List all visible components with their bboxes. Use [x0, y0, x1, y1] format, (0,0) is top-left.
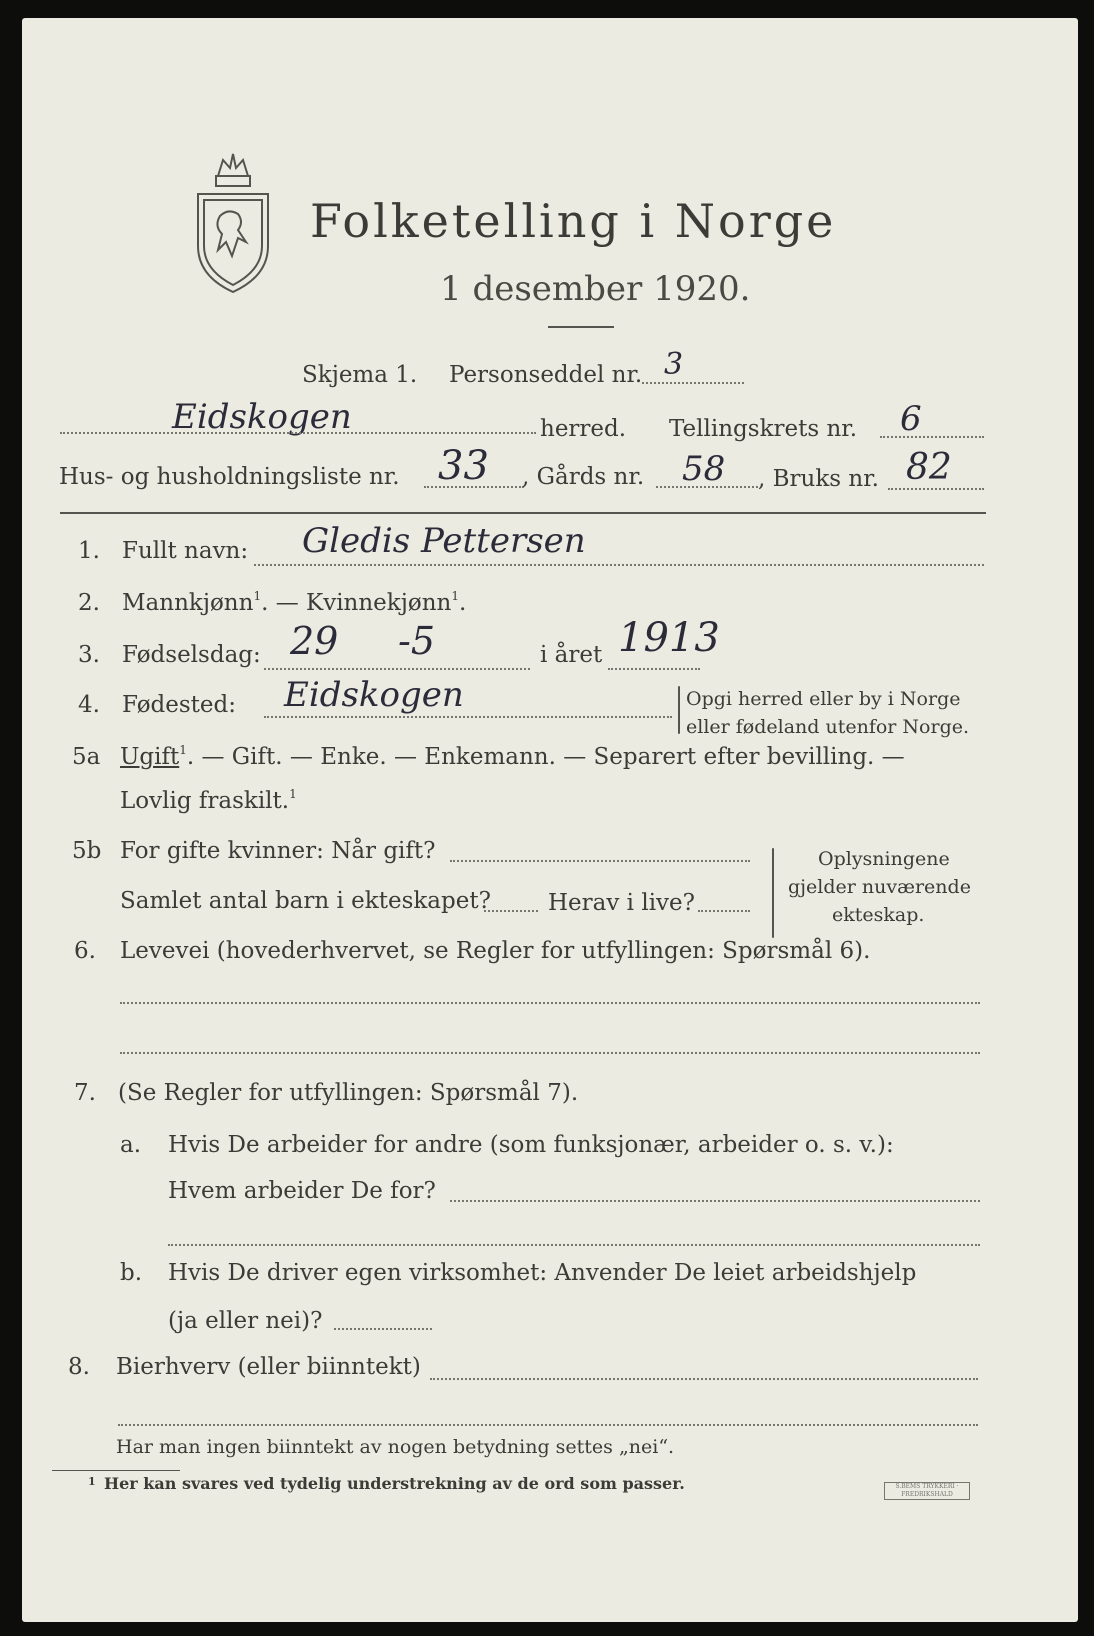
- q5a-options: Ugift$^1$. — Gift. — Enke. — Enkemann. — Separert efter bevilling. —: [120, 743, 905, 770]
- q6-number: 6.: [74, 938, 96, 964]
- tellingskrets-value: 6: [900, 399, 922, 439]
- q7a-line1: Hvis De arbeider for andre (som funksjonær, arbeider o. s. v.):: [168, 1132, 894, 1158]
- q6-label: Levevei (hovederhvervet, se Regler for utfyllingen: Spørsmål 6).: [120, 938, 871, 964]
- q5a-ugift: Ugift: [120, 744, 180, 770]
- q2-number: 2.: [78, 590, 100, 616]
- footnote-mark: 1: [88, 1475, 96, 1488]
- norwegian-coat-of-arms-icon: [188, 146, 278, 296]
- q5a-line2: Lovlig fraskilt.$^1$: [120, 787, 297, 814]
- form-date: 1 desember 1920.: [440, 269, 751, 309]
- personseddel-label: Personseddel nr.: [449, 362, 643, 388]
- hus-value: 33: [438, 443, 489, 489]
- bruks-value: 82: [906, 447, 952, 488]
- q5b-label1: For gifte kvinner: Når gift?: [120, 838, 436, 864]
- gards-value: 58: [682, 449, 726, 489]
- q3-number: 3.: [78, 642, 100, 668]
- q4-number: 4.: [78, 692, 100, 718]
- q8-label: Bierhverv (eller biinntekt): [116, 1354, 421, 1380]
- q5b-note3: ekteskap.: [832, 904, 925, 926]
- q4-note-line2: eller fødeland utenfor Norge.: [686, 716, 970, 738]
- form-title: Folketelling i Norge: [310, 194, 837, 248]
- q3-year-value: 1913: [618, 615, 720, 661]
- q7b-line2: (ja eller nei)?: [168, 1308, 323, 1334]
- q8-number: 8.: [68, 1354, 90, 1380]
- q5b-note1: Oplysningene: [818, 848, 950, 870]
- q3-month: -5: [398, 619, 436, 663]
- footnote-text: Her kan svares ved tydelig understrekning av de ord som passer.: [104, 1474, 685, 1493]
- q3-day: 29: [290, 619, 339, 663]
- q4-note-line1: Opgi herred eller by i Norge: [686, 688, 961, 710]
- q1-value: Gledis Pettersen: [302, 521, 586, 561]
- q7a-line2: Hvem arbeider De for?: [168, 1178, 436, 1204]
- q1-label: Fullt navn:: [122, 538, 249, 564]
- hus-label: Hus- og husholdningsliste nr.: [59, 464, 400, 490]
- header-rule: [60, 512, 986, 514]
- q2-male: Mannkjønn: [122, 590, 254, 616]
- skjema-label: Skjema 1.: [302, 362, 418, 388]
- q3-label: Fødselsdag:: [122, 642, 261, 668]
- q5b-label2: Samlet antal barn i ekteskapet?: [120, 888, 491, 914]
- q7a-letter: a.: [120, 1132, 142, 1158]
- q5a-number: 5a: [72, 744, 101, 770]
- q7-number: 7.: [74, 1080, 96, 1106]
- q5b-label3: Herav i live?: [548, 890, 695, 916]
- q1-number: 1.: [78, 538, 100, 564]
- printer-stamp: S.BEMS TRYKKERI · FREDRIKSHALD: [884, 1482, 970, 1500]
- q2-gender-options: Mannkjønn$^1$. — Kvinnekjønn$^1$.: [122, 589, 467, 616]
- q4-value: Eidskogen: [284, 675, 464, 715]
- q7b-letter: b.: [120, 1260, 143, 1286]
- title-divider: [548, 326, 614, 328]
- q2-female: Kvinnekjønn: [306, 590, 452, 616]
- q3-year-label: i året: [540, 642, 603, 668]
- gards-label: , Gårds nr.: [522, 464, 645, 490]
- biinntekt-note: Har man ingen biinntekt av nogen betydning settes „nei“.: [116, 1436, 675, 1458]
- personseddel-value: 3: [664, 347, 684, 382]
- q5b-number: 5b: [72, 838, 102, 864]
- tellingskrets-label: Tellingskrets nr.: [669, 416, 858, 442]
- bruks-label: , Bruks nr.: [758, 466, 879, 492]
- footnote-rule: [52, 1470, 180, 1471]
- herred-label: herred.: [540, 416, 627, 442]
- herred-value: Eidskogen: [172, 397, 352, 437]
- census-form-page: [22, 18, 1078, 1622]
- q7b-line1: Hvis De driver egen virksomhet: Anvender De leiet arbeidshjelp: [168, 1260, 917, 1286]
- q7-label: (Se Regler for utfyllingen: Spørsmål 7).: [118, 1080, 579, 1106]
- q5b-note2: gjelder nuværende: [788, 876, 971, 898]
- q4-label: Fødested:: [122, 692, 237, 718]
